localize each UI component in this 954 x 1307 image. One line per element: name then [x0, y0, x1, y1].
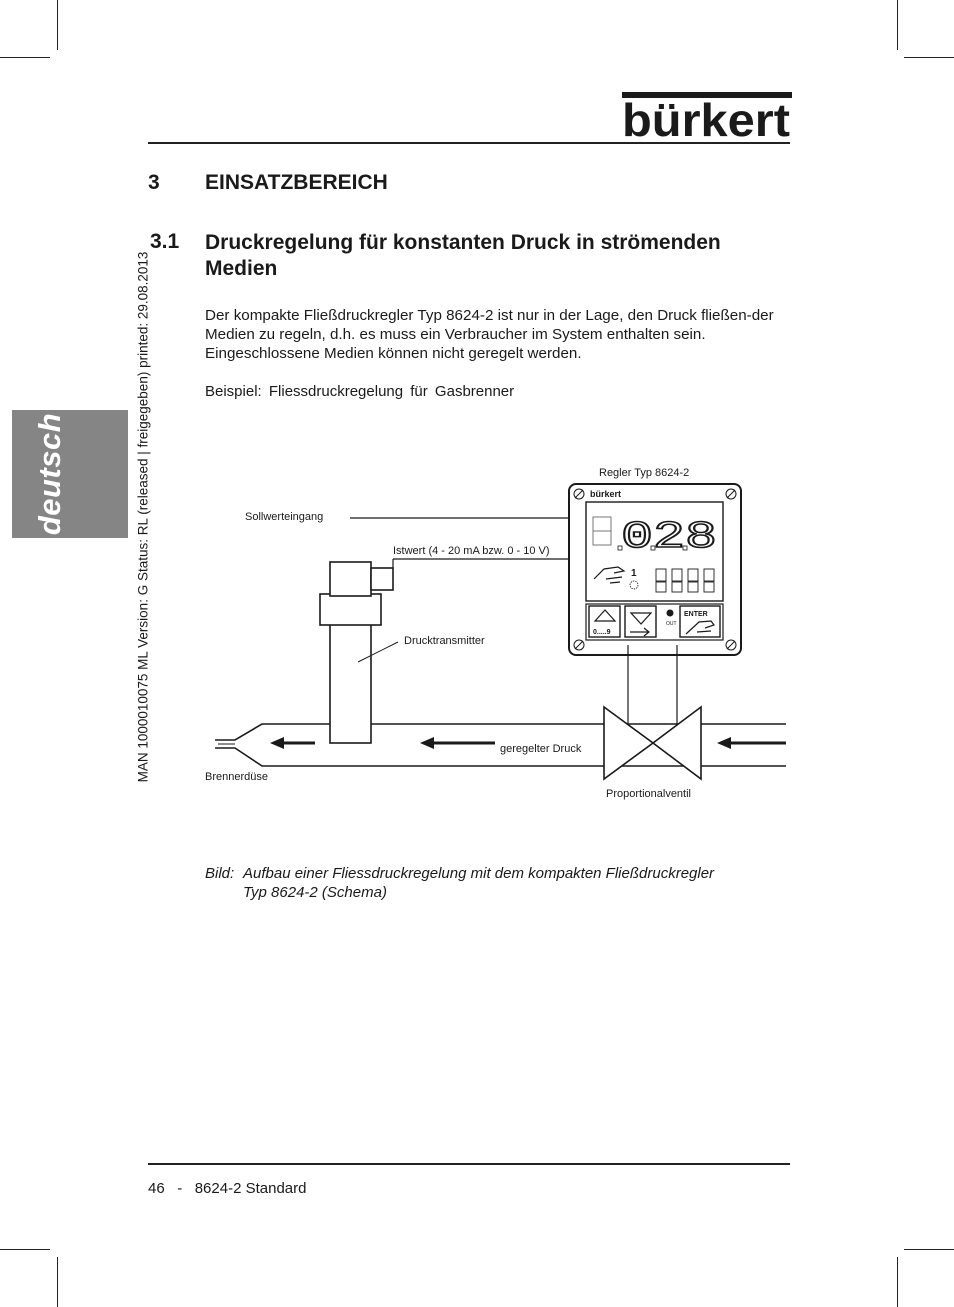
schematic-diagram	[200, 455, 790, 815]
document-meta-vertical: MAN 1000010075 ML Version: G Status: RL (released | freigegeben) printed: 29.08.2013	[135, 251, 151, 783]
example-line: Beispiel: Fliessdruckregelung für Gasbrenner	[205, 383, 515, 400]
footer-rule	[148, 1163, 790, 1165]
crop-mark	[0, 1249, 50, 1250]
small-digit-group	[656, 569, 714, 592]
proportional-valve	[604, 707, 701, 779]
page-number: 46	[148, 1180, 165, 1197]
section-number: 3	[148, 171, 160, 194]
crop-mark	[57, 1257, 58, 1307]
footer-separator: -	[177, 1180, 183, 1197]
key-enter-label: ENTER	[684, 611, 708, 618]
footer-doc: 8624-2 Standard	[194, 1180, 307, 1197]
key-down	[625, 606, 656, 637]
burkert-logo	[620, 88, 792, 140]
section-title: EINSATZBEREICH	[205, 171, 388, 194]
crop-mark	[904, 1249, 954, 1250]
label-druck: geregelter Druck	[500, 743, 582, 755]
key-up	[589, 606, 620, 637]
controller-device	[569, 484, 741, 655]
logo-text: bürkert	[622, 94, 790, 140]
crop-mark	[57, 0, 58, 50]
label-sollwert: Sollwerteingang	[245, 511, 324, 523]
header-rule	[148, 142, 790, 144]
caption-line-2: Typ 8624-2 (Schema)	[243, 884, 387, 901]
device-display-main: 028	[621, 516, 717, 559]
crop-mark	[897, 1257, 898, 1307]
language-tab	[12, 410, 128, 538]
page-footer	[148, 1180, 306, 1197]
crop-mark	[0, 57, 50, 58]
crop-mark	[904, 57, 954, 58]
out-label: OUT	[666, 621, 677, 627]
subsection-number: 3.1	[150, 230, 180, 253]
label-istwert: Istwert (4 - 20 mA bzw. 0 - 10 V)	[393, 545, 550, 557]
label-duese: Brennerdüse	[205, 771, 268, 783]
caption-line-1: Aufbau einer Fliessdruckregelung mit dem kompakten Fließdruckregler	[243, 865, 715, 882]
figure-caption	[205, 864, 790, 902]
hand-icon	[594, 567, 624, 583]
display-indicator: 1	[631, 568, 637, 579]
label-transmitter: Drucktransmitter	[404, 635, 485, 647]
label-regler: Regler Typ 8624-2	[599, 467, 690, 479]
caption-label: Bild:	[205, 865, 235, 882]
subsection-title: Druckregelung für konstanten Druck in strömenden Medien	[205, 231, 721, 280]
crop-mark	[897, 0, 898, 50]
body-paragraph: Der kompakte Fließdruckregler Typ 8624-2 ist nur in der Lage, den Druck fließen-der Medien zu regeln, d.h. es muss ein Verbraucher im System enthalten sein. Eingeschlossene Medien können nicht geregelt werden.	[205, 307, 774, 362]
pressure-transmitter	[320, 562, 393, 743]
label-ventil: Proportionalventil	[606, 788, 691, 800]
key-enter	[680, 606, 720, 637]
language-tab-label: deutsch	[32, 412, 67, 536]
key-up-label: 0.....9	[593, 629, 611, 636]
device-brand: bürkert	[590, 489, 622, 499]
press-hand-icon	[686, 621, 714, 634]
